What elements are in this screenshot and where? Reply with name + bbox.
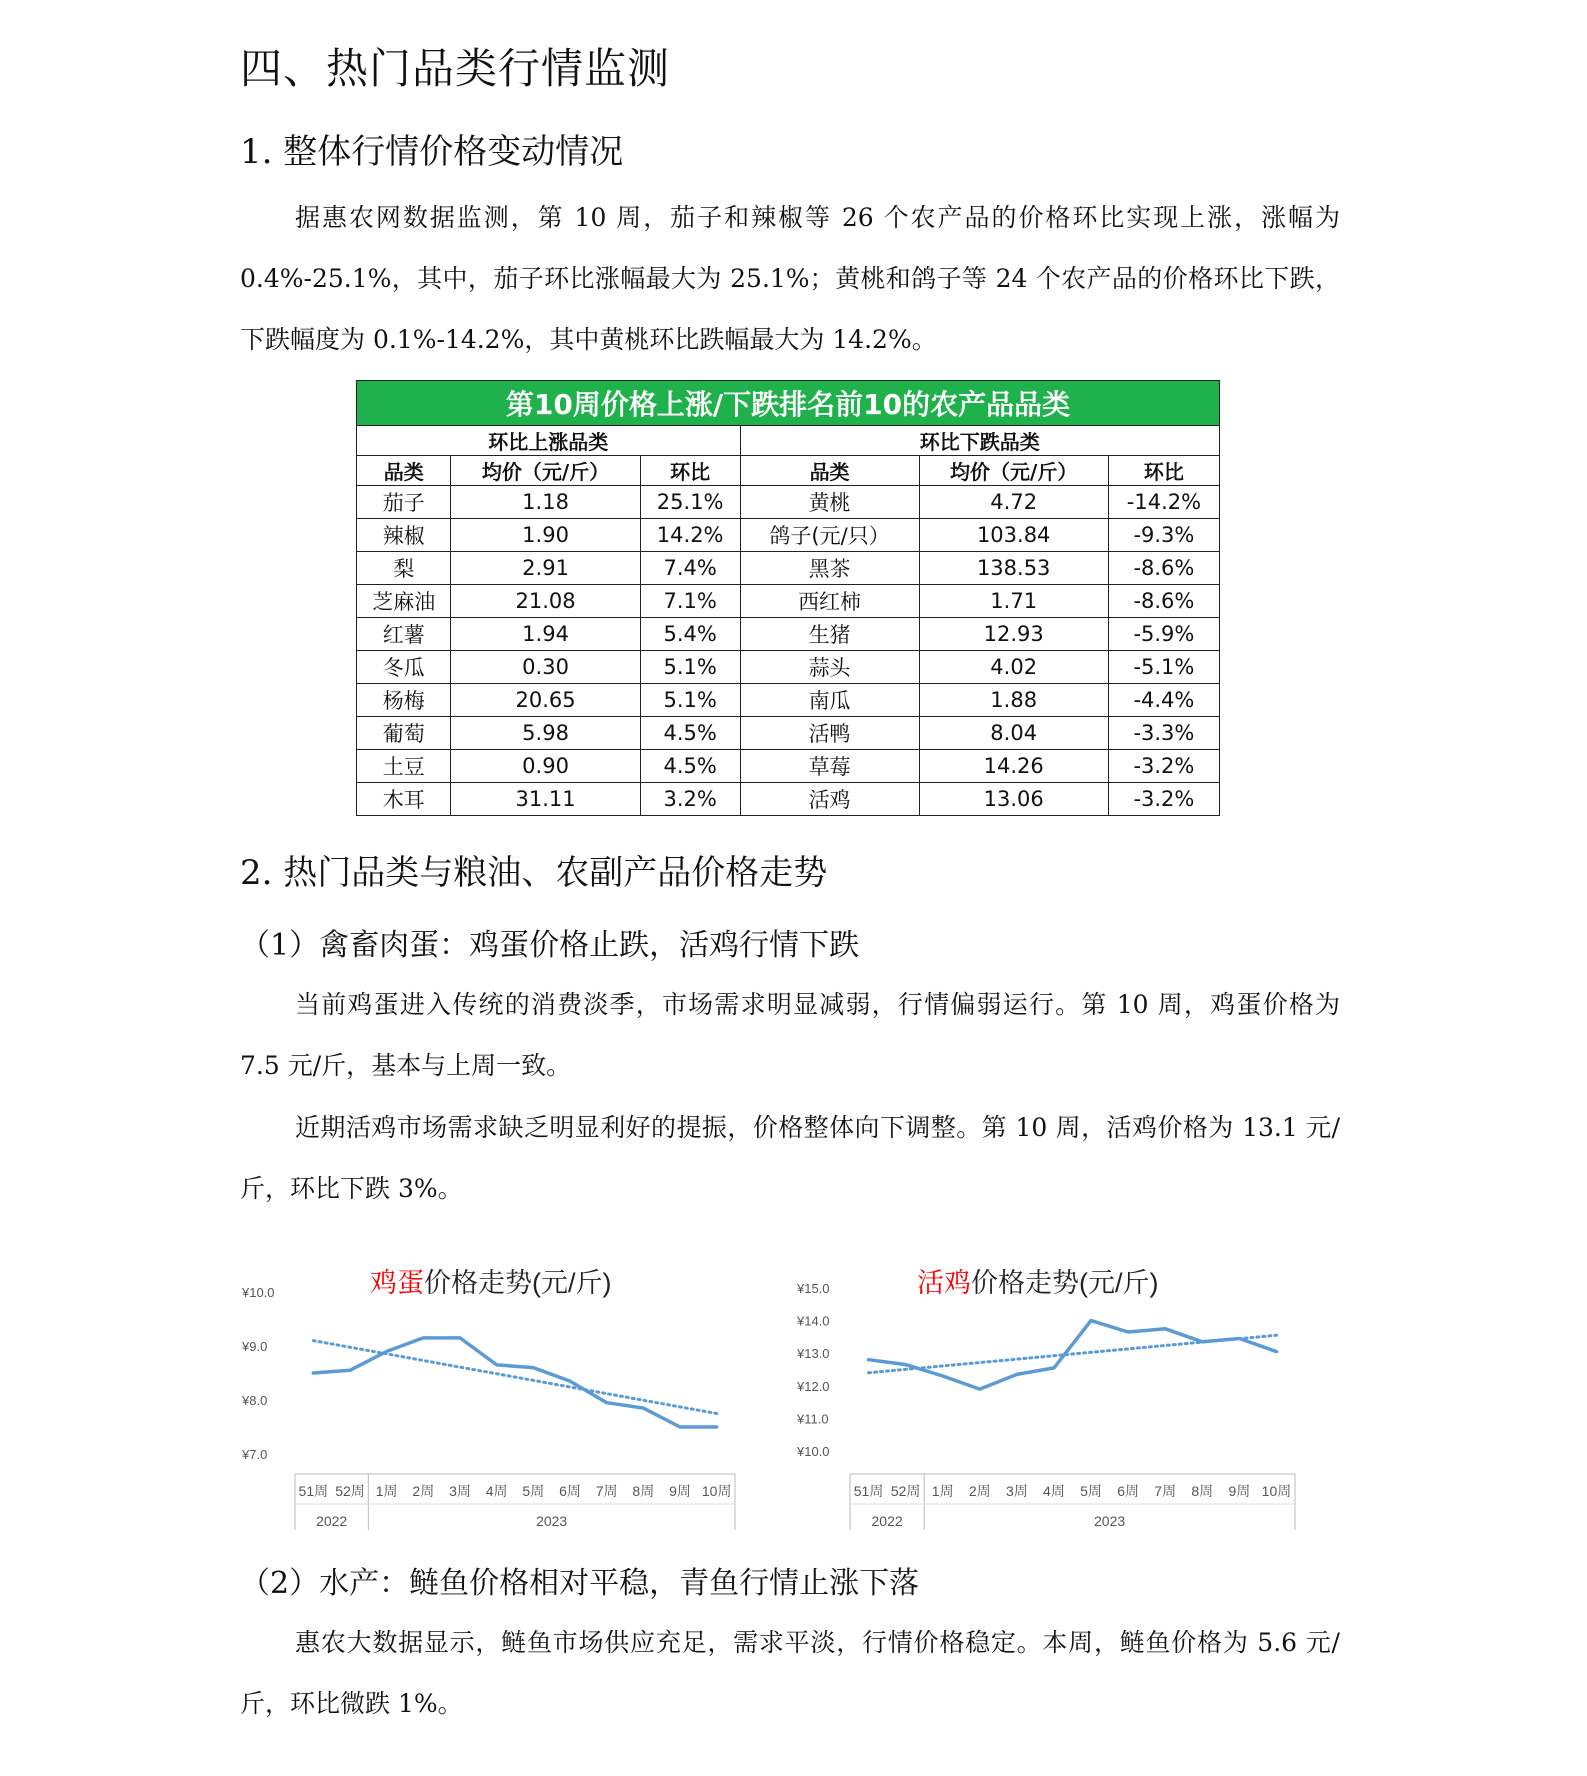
- x-tick-label: 3周: [449, 1483, 471, 1499]
- table-cell: -14.2%: [1108, 486, 1219, 519]
- x-tick-label: 6周: [1117, 1483, 1140, 1499]
- x-tick-label: 5周: [1080, 1483, 1102, 1499]
- chart-title: [917, 1268, 1158, 1298]
- x-tick-label: 8周: [1191, 1483, 1214, 1499]
- y-tick-label: ¥11.0: [797, 1411, 829, 1427]
- x-tick-label: 51周: [853, 1483, 884, 1499]
- table-row: [357, 552, 1220, 585]
- y-tick-label: ¥10.0: [797, 1444, 830, 1459]
- table-row: [357, 783, 1220, 816]
- table-cell: 南瓜: [740, 684, 919, 717]
- x-tick-label: 8周: [632, 1483, 655, 1499]
- table-cell: 12.93: [919, 618, 1108, 651]
- y-tick-label: ¥15.0: [797, 1281, 830, 1296]
- x-group-label: 2023: [1094, 1513, 1126, 1529]
- x-group-label: 2023: [536, 1513, 568, 1529]
- x-tick-label: 51周: [298, 1483, 329, 1499]
- table-cell: 4.5%: [640, 750, 740, 783]
- table-cell: -3.2%: [1108, 750, 1219, 783]
- table-cell: 生猪: [740, 618, 919, 651]
- table-header-cell: 环比: [640, 456, 740, 486]
- table-body: [357, 486, 1220, 816]
- table-cell: -9.3%: [1108, 519, 1219, 552]
- table-cell: 黑茶: [740, 552, 919, 585]
- table-header-cell: 均价（元/斤）: [919, 456, 1108, 486]
- x-group-label: 2022: [871, 1513, 903, 1529]
- table-cell: 5.98: [451, 717, 640, 750]
- paragraph-egg: 当前鸡蛋进入传统的消费淡季，市场需求明显减弱，行情偏弱运行。第 10 周，鸡蛋价格为 7.5 元/斤，基本与上周一致。: [240, 990, 1340, 1080]
- table-cell: 8.04: [919, 717, 1108, 750]
- table-cell: 1.94: [451, 618, 640, 651]
- table-header-row: [357, 456, 1220, 486]
- table-row: [357, 684, 1220, 717]
- chart-title-rest: 价格走势(元/斤): [971, 1268, 1159, 1298]
- trend-line: [313, 1341, 716, 1414]
- table-cell: 梨: [357, 552, 451, 585]
- table-header-cell: 均价（元/斤）: [451, 456, 640, 486]
- table-cell: 103.84: [919, 519, 1108, 552]
- table-cell: 5.4%: [640, 618, 740, 651]
- paragraph-fish: 惠农大数据显示，鲢鱼市场供应充足，需求平淡，行情价格稳定。本周，鲢鱼价格为 5.6 元/斤，环比微跌 1%。: [240, 1628, 1340, 1718]
- table-cell: 4.02: [919, 651, 1108, 684]
- chart-title-rest: 价格走势(元/斤): [424, 1268, 612, 1298]
- table-cell: 活鸭: [740, 717, 919, 750]
- table-cell: 14.2%: [640, 519, 740, 552]
- subsection-title-2-2: （2）水产：鲢鱼价格相对平稳，青鱼行情止涨下落: [240, 1566, 920, 1601]
- table-cell: 1.88: [919, 684, 1108, 717]
- table-title: 第10周价格上涨/下跌排名前10的农产品品类: [357, 381, 1220, 426]
- table-cell: 辣椒: [357, 519, 451, 552]
- table-cell: 14.26: [919, 750, 1108, 783]
- paragraph-chicken: 近期活鸡市场需求缺乏明显利好的提振，价格整体向下调整。第 10 周，活鸡价格为 13.1 元/斤，环比下跌 3%。: [240, 1113, 1340, 1203]
- table-cell: 2.91: [451, 552, 640, 585]
- x-tick-label: 9周: [1228, 1483, 1251, 1499]
- x-tick-label: 4周: [1043, 1483, 1065, 1499]
- x-tick-label: 3周: [1005, 1483, 1028, 1499]
- table-cell: 1.18: [451, 486, 640, 519]
- chart-title-highlight: 活鸡: [917, 1268, 971, 1298]
- table-cell: 1.71: [919, 585, 1108, 618]
- table-cell: -3.3%: [1108, 717, 1219, 750]
- table-cell: 7.1%: [640, 585, 740, 618]
- table-cell: 芝麻油: [357, 585, 451, 618]
- y-tick-label: ¥9.0: [242, 1339, 268, 1354]
- x-tick-label: 2周: [412, 1483, 435, 1499]
- table-cell: 葡萄: [357, 717, 451, 750]
- x-tick-label: 5周: [522, 1483, 545, 1499]
- table-cell: 黄桃: [740, 486, 919, 519]
- x-tick-label: 52周: [890, 1483, 921, 1499]
- table-cell: -5.9%: [1108, 618, 1219, 651]
- table-row: [357, 717, 1220, 750]
- table-cell: 0.90: [451, 750, 640, 783]
- x-tick-label: 52周: [335, 1483, 365, 1499]
- table-cell: 活鸡: [740, 783, 919, 816]
- egg-price-chart: [240, 1250, 750, 1530]
- table-cell: 木耳: [357, 783, 451, 816]
- table-header-cell: 品类: [740, 456, 919, 486]
- table-cell: 冬瓜: [357, 651, 451, 684]
- table-cell: 25.1%: [640, 486, 740, 519]
- table-row: [357, 519, 1220, 552]
- table-header-cell: 环比: [1108, 456, 1219, 486]
- section-title: 四、热门品类行情监测: [240, 44, 671, 93]
- x-tick-label: 6周: [559, 1483, 581, 1499]
- y-tick-label: ¥12.0: [797, 1378, 830, 1394]
- table-cell: 138.53: [919, 552, 1108, 585]
- x-tick-label: 2周: [968, 1483, 991, 1499]
- table-row: [357, 651, 1220, 684]
- x-group-label: 2022: [316, 1513, 348, 1529]
- table-cell: 草莓: [740, 750, 919, 783]
- subsection-title-2-1: （1）禽畜肉蛋：鸡蛋价格止跌，活鸡行情下跌: [240, 928, 860, 963]
- table-cell: 1.90: [451, 519, 640, 552]
- table-cell: 7.4%: [640, 552, 740, 585]
- table-cell: 鸽子(元/只）: [740, 519, 919, 552]
- y-tick-label: ¥10.0: [242, 1285, 275, 1300]
- x-tick-label: 7周: [595, 1483, 618, 1499]
- table-cell: 31.11: [451, 783, 640, 816]
- paragraph-overview: 据惠农网数据监测，第 10 周，茄子和辣椒等 26 个农产品的价格环比实现上涨，涨幅为 0.4%-25.1%，其中，茄子环比涨幅最大为 25.1%；黄桃和鸽子等 24 个农产品的价格环比下跌，下跌幅度为 0.1%-14.2%，其中黄桃环比跌幅最大为 14.2%。: [240, 203, 1340, 354]
- x-tick-label: 1周: [375, 1483, 398, 1499]
- table-cell: 蒜头: [740, 651, 919, 684]
- egg-price-chart-svg: [240, 1250, 750, 1530]
- table-cell: 3.2%: [640, 783, 740, 816]
- table-cell: 5.1%: [640, 684, 740, 717]
- table-cell: 21.08: [451, 585, 640, 618]
- table-row: [357, 618, 1220, 651]
- table-cell: 13.06: [919, 783, 1108, 816]
- table-cell: 0.30: [451, 651, 640, 684]
- rank-table-container: [356, 380, 1220, 816]
- table-cell: 4.72: [919, 486, 1108, 519]
- x-tick-label: 4周: [485, 1483, 508, 1499]
- table-cell: 土豆: [357, 750, 451, 783]
- table-cell: -8.6%: [1108, 585, 1219, 618]
- table-cell: -5.1%: [1108, 651, 1219, 684]
- table-cell: 红薯: [357, 618, 451, 651]
- y-tick-label: ¥14.0: [797, 1313, 830, 1329]
- chart-title-highlight: 鸡蛋: [370, 1268, 424, 1298]
- x-tick-label: 10周: [1261, 1483, 1292, 1499]
- table-cell: -3.2%: [1108, 783, 1219, 816]
- table-row: [357, 750, 1220, 783]
- table-cell: 20.65: [451, 684, 640, 717]
- chicken-price-chart-svg: [795, 1250, 1310, 1530]
- table-cell: 西红柿: [740, 585, 919, 618]
- rank-table: [356, 380, 1220, 816]
- table-cell: 4.5%: [640, 717, 740, 750]
- table-cell: 5.1%: [640, 651, 740, 684]
- table-group-up: 环比上涨品类: [357, 426, 741, 456]
- y-tick-label: ¥13.0: [797, 1346, 830, 1362]
- subsection-title-2: 2. 热门品类与粮油、农副产品价格走势: [240, 853, 828, 893]
- table-cell: -4.4%: [1108, 684, 1219, 717]
- y-tick-label: ¥8.0: [242, 1393, 268, 1408]
- table-group-down: 环比下跌品类: [740, 426, 1219, 456]
- x-tick-label: 10周: [701, 1483, 732, 1499]
- table-cell: 茄子: [357, 486, 451, 519]
- x-tick-label: 1周: [931, 1483, 954, 1499]
- x-tick-label: 7周: [1154, 1483, 1177, 1499]
- y-tick-label: ¥7.0: [242, 1447, 268, 1462]
- table-row: [357, 585, 1220, 618]
- subsection-title-1: 1. 整体行情价格变动情况: [240, 132, 624, 172]
- chart-title: [370, 1268, 611, 1298]
- table-cell: 杨梅: [357, 684, 451, 717]
- table-cell: -8.6%: [1108, 552, 1219, 585]
- table-row: [357, 486, 1220, 519]
- chicken-price-chart: [795, 1250, 1310, 1530]
- table-header-cell: 品类: [357, 456, 451, 486]
- x-tick-label: 9周: [669, 1483, 691, 1499]
